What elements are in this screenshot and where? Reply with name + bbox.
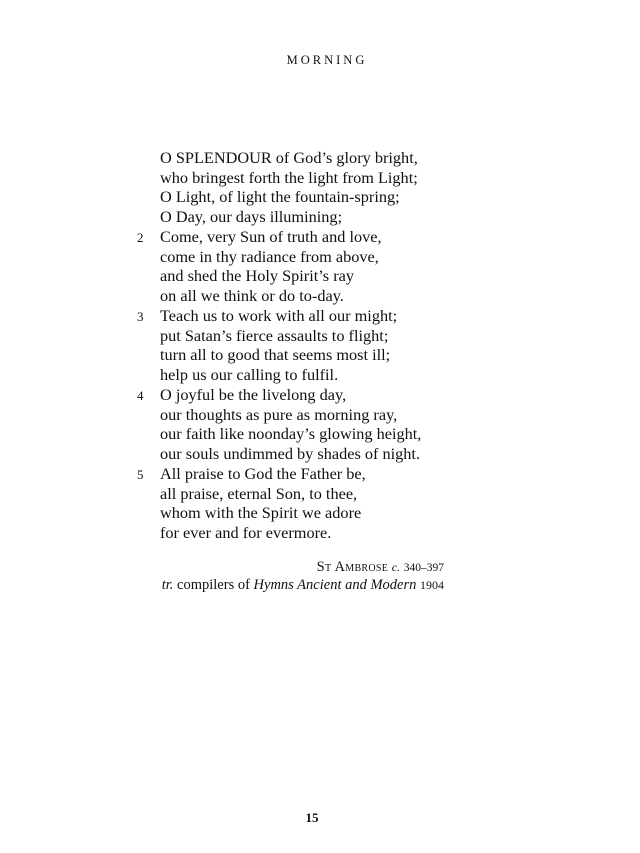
stanza-line: for ever and for evermore.: [160, 522, 332, 542]
publication-year: 1904: [420, 578, 444, 592]
hymn-stanza-3: [137, 306, 398, 384]
stanza-line: all praise, eternal Son, to thee,: [160, 483, 358, 503]
translator-text: compilers of: [177, 577, 250, 593]
verse-number: 5: [137, 467, 144, 482]
circa-marker: c.: [391, 560, 401, 574]
page-number: 15: [305, 810, 319, 825]
stanza-line: whom with the Spirit we adore: [160, 503, 362, 522]
stanza-line: on all we think or do to-day.: [160, 285, 344, 305]
stanza-line: O joyful be the livelong day,: [160, 385, 347, 404]
stanza-line: turn all to good that seems most ill;: [160, 345, 391, 364]
stanza-line: Teach us to work with all our might;: [160, 306, 398, 325]
translator-credit: [162, 577, 444, 594]
book-title: Hymns Ancient and Modern: [253, 577, 417, 593]
stanza-line: All praise to God the Father be,: [160, 464, 366, 483]
stanza-line: who bringest forth the light from Light;: [160, 167, 418, 187]
stanza-line: put Satan’s fierce assaults to flight;: [160, 325, 389, 345]
stanza-line: O SPLENDOUR of God’s glory bright,: [160, 148, 418, 167]
translator-prefix: tr.: [161, 577, 174, 593]
stanza-line: come in thy radiance from above,: [160, 246, 379, 266]
hymn-stanza-5: [137, 464, 366, 542]
stanza-line: our souls undimmed by shades of night.: [160, 443, 421, 463]
hymn-stanza-2: [137, 227, 382, 305]
stanza-line: O Light, of light the fountain-spring;: [160, 187, 400, 206]
verse-number: 2: [137, 230, 144, 245]
section-heading: MORNING: [286, 53, 368, 67]
verse-number: 3: [137, 309, 144, 324]
verse-number: 4: [137, 388, 144, 403]
author-dates: 340–397: [403, 562, 444, 574]
author-credit: [317, 559, 444, 576]
stanza-line: help us our calling to fulfil.: [160, 364, 339, 384]
stanza-line: Come, very Sun of truth and love,: [160, 227, 382, 246]
hymn-stanza-1: [160, 148, 418, 226]
author-name: St Ambrose: [316, 559, 389, 575]
stanza-line: our thoughts as pure as morning ray,: [160, 404, 398, 424]
stanza-line: O Day, our days illumining;: [160, 206, 343, 226]
stanza-line: our faith like noonday’s glowing height,: [160, 424, 422, 443]
stanza-line: and shed the Holy Spirit’s ray: [160, 266, 354, 285]
hymn-stanza-4: [137, 385, 422, 463]
